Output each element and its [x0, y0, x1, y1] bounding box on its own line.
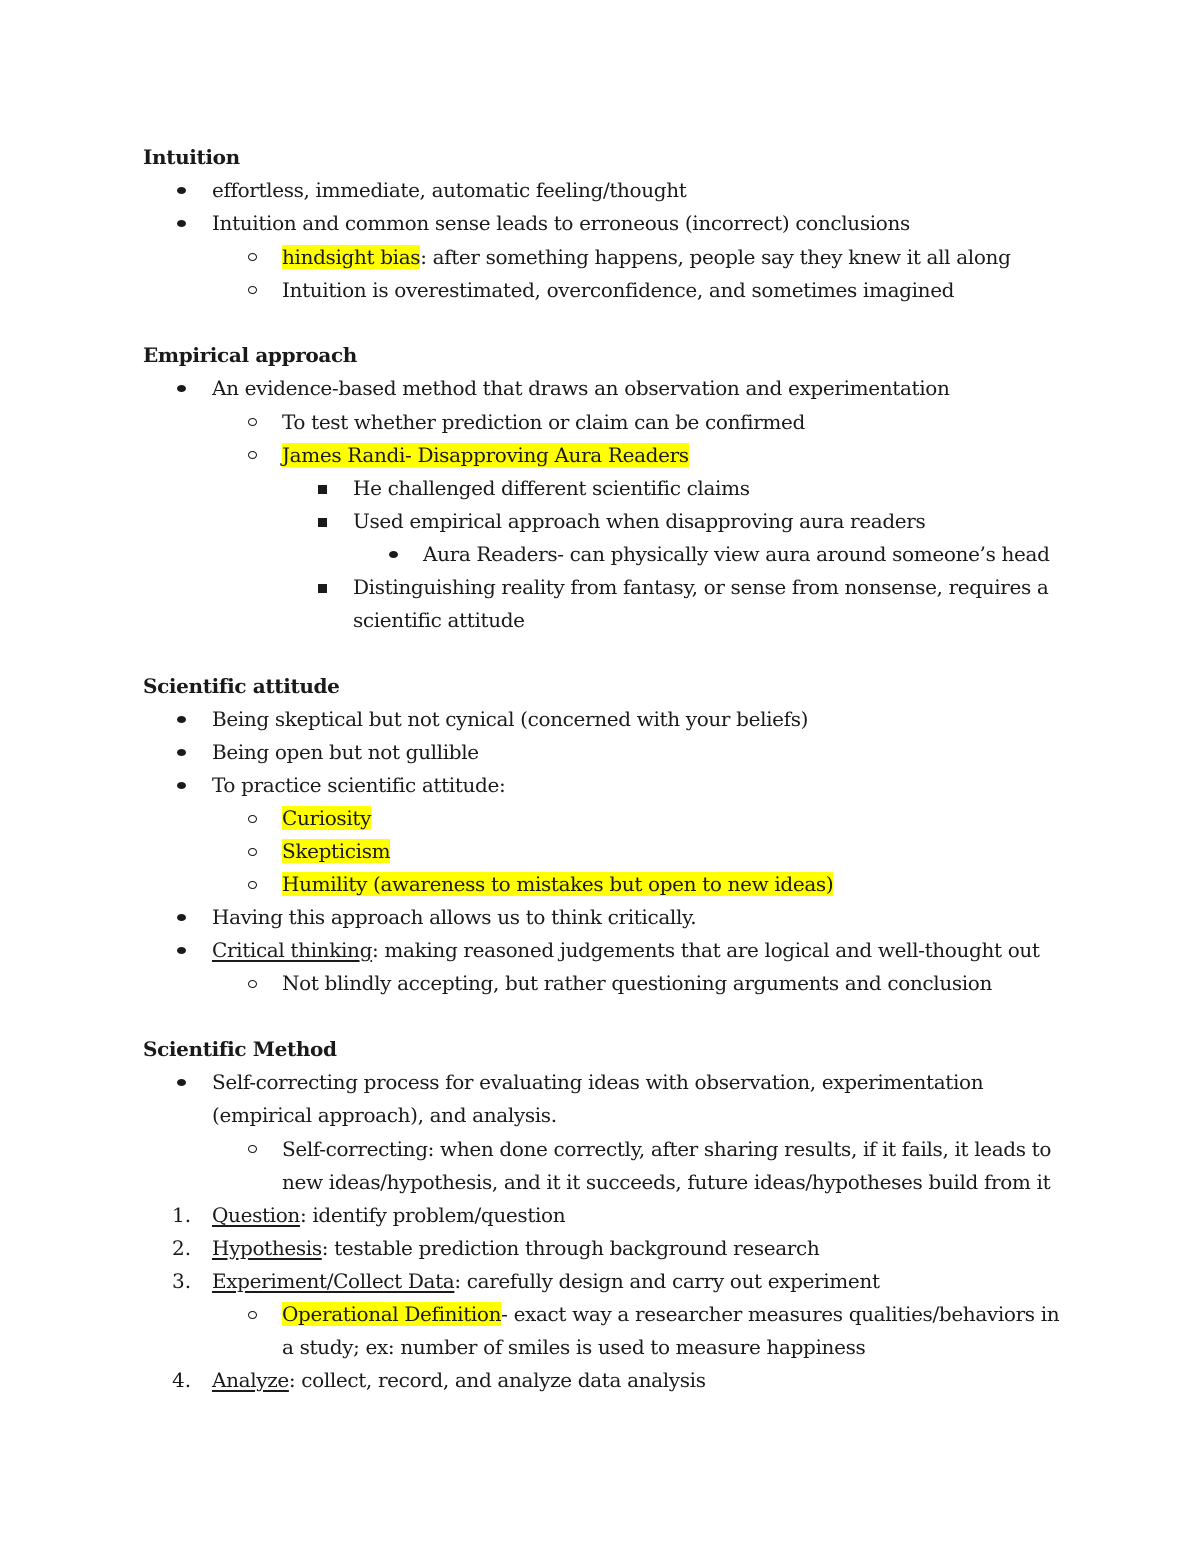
- section-heading-method: Scientific Method: [143, 1037, 337, 1061]
- highlighted-term: Skepticism: [282, 839, 391, 863]
- step-number: 4.: [172, 1368, 192, 1392]
- underlined-term: Question: [212, 1203, 300, 1227]
- bullet-disc-icon: [177, 782, 186, 789]
- list-item: He challenged different scientific claims: [353, 476, 750, 500]
- highlighted-term: James Randi- Disapproving Aura Readers: [282, 443, 689, 467]
- bullet-circle-icon: [248, 980, 257, 988]
- list-item-text: : collect, record, and analyze data analysis: [288, 1368, 706, 1392]
- section-heading-empirical: Empirical approach: [143, 343, 358, 367]
- highlighted-term: Operational Definition: [282, 1302, 502, 1326]
- bullet-circle-icon: [248, 1145, 257, 1153]
- bullet-square-icon: [318, 485, 327, 494]
- list-item: To test whether prediction or claim can be confirmed: [282, 410, 805, 434]
- bullet-circle-icon: [248, 253, 257, 261]
- bullet-disc-icon: [177, 947, 186, 954]
- underlined-term: Experiment/Collect Data: [212, 1269, 455, 1293]
- bullet-circle-icon: [248, 451, 257, 459]
- underlined-term: Hypothesis: [212, 1236, 322, 1260]
- list-item: To practice scientific attitude:: [212, 773, 506, 797]
- list-item: Being skeptical but not cynical (concerned with your beliefs): [212, 707, 809, 731]
- list-item: [282, 870, 833, 898]
- list-item-continuation: scientific attitude: [353, 608, 525, 632]
- list-item: Used empirical approach when disapproving aura readers: [353, 509, 926, 533]
- list-item-continuation: a study; ex: number of smiles is used to measure happiness: [282, 1335, 866, 1359]
- list-item: Not blindly accepting, but rather questioning arguments and conclusion: [282, 971, 993, 995]
- list-item: Aura Readers- can physically view aura around someone’s head: [423, 542, 1050, 566]
- underlined-term: Analyze: [212, 1368, 289, 1392]
- list-item: Distinguishing reality from fantasy, or sense from nonsense, requires a: [353, 575, 1049, 599]
- bullet-disc-icon: [177, 385, 186, 392]
- list-item-text: : after something happens, people say they knew it all along: [420, 245, 1011, 269]
- bullet-square-icon: [318, 518, 327, 527]
- bullet-circle-icon: [248, 1311, 257, 1319]
- list-item: [212, 1366, 706, 1394]
- list-item: [212, 1267, 880, 1295]
- bullet-circle-icon: [248, 418, 257, 426]
- list-item-continuation: (empirical approach), and analysis.: [212, 1103, 557, 1127]
- list-item: [212, 936, 1040, 964]
- bullet-disc-icon: [177, 1079, 186, 1086]
- list-item: [282, 243, 1011, 271]
- step-number: 2.: [172, 1236, 192, 1260]
- list-item: [282, 804, 371, 832]
- step-number: 3.: [172, 1269, 192, 1293]
- bullet-circle-icon: [248, 286, 257, 294]
- bullet-circle-icon: [248, 815, 257, 823]
- list-item: effortless, immediate, automatic feeling/thought: [212, 178, 687, 202]
- list-item-text: - exact way a researcher measures qualities/behaviors in: [501, 1302, 1060, 1326]
- list-item: Self-correcting process for evaluating ideas with observation, experimentation: [212, 1070, 984, 1094]
- list-item: Intuition and common sense leads to erroneous (incorrect) conclusions: [212, 211, 910, 235]
- list-item-text: : testable prediction through background research: [321, 1236, 820, 1260]
- highlighted-term: Humility (awareness to mistakes but open to new ideas): [282, 872, 834, 896]
- list-item: Being open but not gullible: [212, 740, 479, 764]
- list-item-continuation: new ideas/hypothesis, and it it succeeds, future ideas/hypotheses build from it: [282, 1170, 1051, 1194]
- list-item: Self-correcting: when done correctly, after sharing results, if it fails, it leads to: [282, 1137, 1052, 1161]
- list-item: [212, 1201, 565, 1229]
- underlined-term: Critical thinking: [212, 938, 373, 962]
- section-heading-intuition: Intuition: [143, 145, 240, 169]
- bullet-disc-icon: [389, 551, 398, 558]
- section-heading-attitude: Scientific attitude: [143, 674, 340, 698]
- list-item: Intuition is overestimated, overconfidence, and sometimes imagined: [282, 278, 955, 302]
- list-item-text: : carefully design and carry out experiment: [454, 1269, 880, 1293]
- bullet-circle-icon: [248, 848, 257, 856]
- list-item: [282, 837, 390, 865]
- list-item: Having this approach allows us to think critically.: [212, 905, 697, 929]
- list-item-text: : making reasoned judgements that are logical and well-thought out: [372, 938, 1040, 962]
- list-item: [282, 441, 689, 469]
- highlighted-term: Curiosity: [282, 806, 372, 830]
- list-item: [282, 1300, 1059, 1328]
- bullet-disc-icon: [177, 187, 186, 194]
- highlighted-term: hindsight bias: [282, 245, 421, 269]
- bullet-disc-icon: [177, 749, 186, 756]
- bullet-circle-icon: [248, 881, 257, 889]
- bullet-disc-icon: [177, 220, 186, 227]
- list-item-text: : identify problem/question: [299, 1203, 566, 1227]
- bullet-disc-icon: [177, 716, 186, 723]
- list-item: [212, 1234, 819, 1262]
- bullet-square-icon: [318, 584, 327, 593]
- step-number: 1.: [172, 1203, 192, 1227]
- list-item: An evidence-based method that draws an observation and experimentation: [212, 376, 950, 400]
- bullet-disc-icon: [177, 914, 186, 921]
